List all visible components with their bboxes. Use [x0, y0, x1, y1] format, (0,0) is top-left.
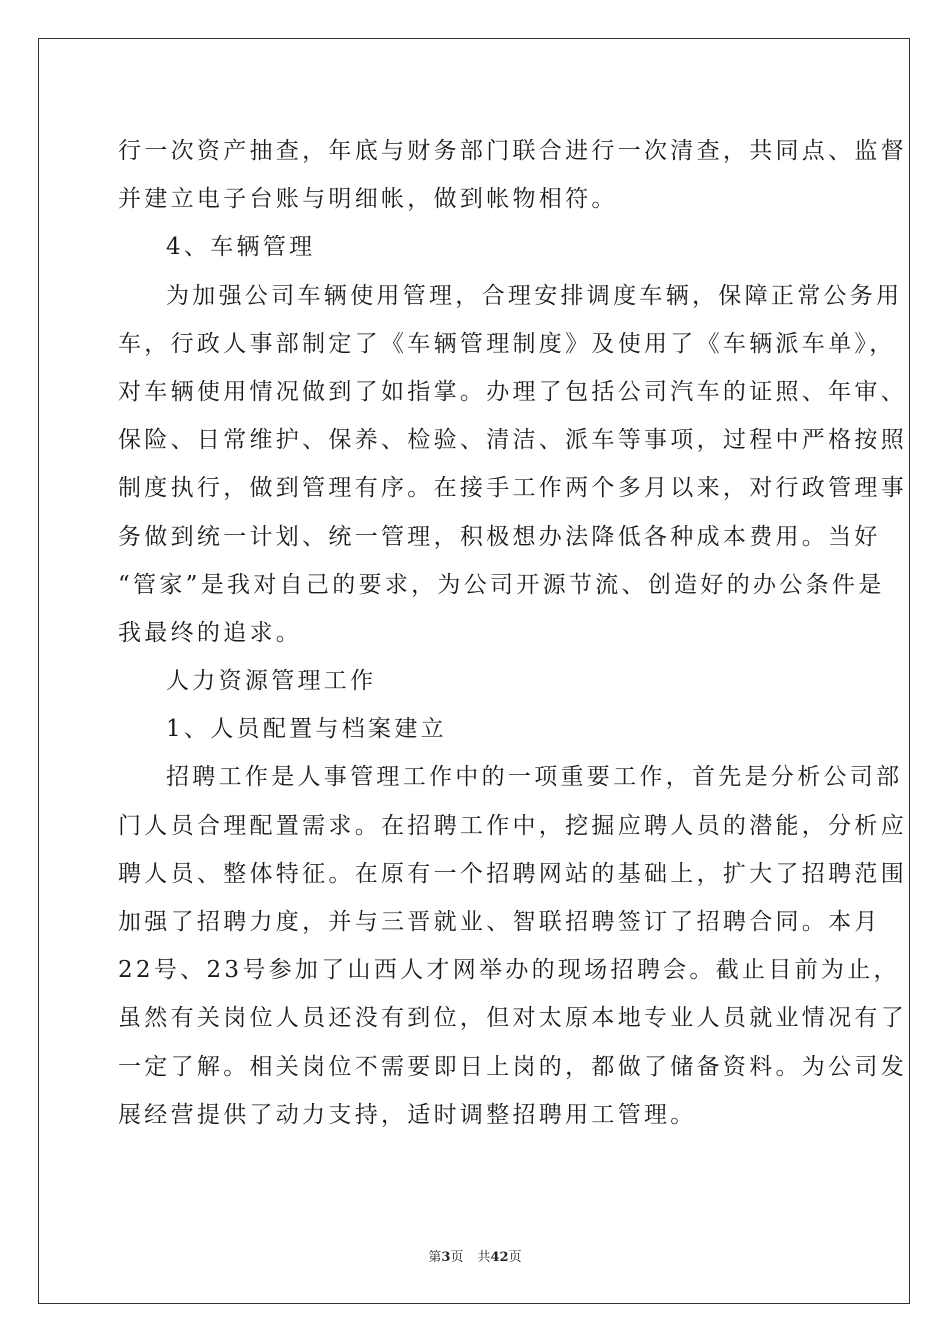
document-body — [118, 127, 907, 1139]
text-line: 门人员合理配置需求。在招聘工作中，挖掘应聘人员的潜能，分析应 — [118, 812, 907, 839]
text-line: 并建立电子台账与明细帐，做到帐物相符。 — [118, 186, 618, 213]
text-line: 制度执行，做到管理有序。在接手工作两个多月以来，对行政管理事 — [118, 475, 907, 502]
total-pages: 42 — [490, 1250, 509, 1265]
text-line: 行一次资产抽查，年底与财务部门联合进行一次清查，共同点、监督 — [118, 138, 907, 164]
text-line: 保险、日常维护、保养、检验、清洁、派车等事项，过程中严格按照 — [118, 427, 907, 454]
text-line: 展经营提供了动力支持，适时调整招聘用工管理。 — [118, 1101, 697, 1128]
text-line: 加强了招聘力度，并与三晋就业、智联招聘签订了招聘合同。本月 — [118, 909, 881, 935]
text-line: 虽然有关岗位人员还没有到位，但对太原本地专业人员就业情况有了 — [118, 1005, 907, 1032]
page-label-suffix: 页 — [450, 1250, 464, 1265]
text-line: 一定了解。相关岗位不需要即日上岗的，都做了储备资料。为公司发 — [118, 1053, 907, 1080]
total-label-prefix: 共 — [477, 1250, 491, 1265]
section-heading-hr-management: 人力资源管理工作 — [166, 668, 377, 695]
section-heading-vehicle-management: 4、车辆管理 — [166, 234, 316, 261]
text-line: 务做到统一计划、统一管理，积极想办法降低各种成本费用。当好 — [118, 523, 881, 550]
text-line: 聘人员、整体特征。在原有一个招聘网站的基础上，扩大了招聘范围 — [118, 860, 907, 887]
page-label-prefix: 第 — [428, 1250, 442, 1265]
section-heading-staffing: 1、人员配置与档案建立 — [166, 716, 447, 743]
text-line: 为加强公司车辆使用管理，合理安排调度车辆，保障正常公务用 — [166, 282, 903, 309]
total-label-suffix: 页 — [508, 1250, 522, 1265]
text-line: 22号、23号参加了山西人才网举办的现场招聘会。截止目前为止， — [118, 957, 900, 984]
text-line: 对车辆使用情况做到了如指掌。办理了包括公司汽车的证照、年审、 — [118, 378, 907, 405]
page-number: 3 — [441, 1250, 451, 1265]
text-line: “管家”是我对自己的要求，为公司开源节流、创造好的办公条件是 — [118, 571, 885, 598]
page-footer — [0, 1246, 950, 1265]
text-line: 招聘工作是人事管理工作中的一项重要工作，首先是分析公司部 — [166, 764, 903, 791]
text-line: 我最终的追求。 — [118, 619, 303, 646]
text-line: 车，行政人事部制定了《车辆管理制度》及使用了《车辆派车单》， — [118, 330, 896, 357]
